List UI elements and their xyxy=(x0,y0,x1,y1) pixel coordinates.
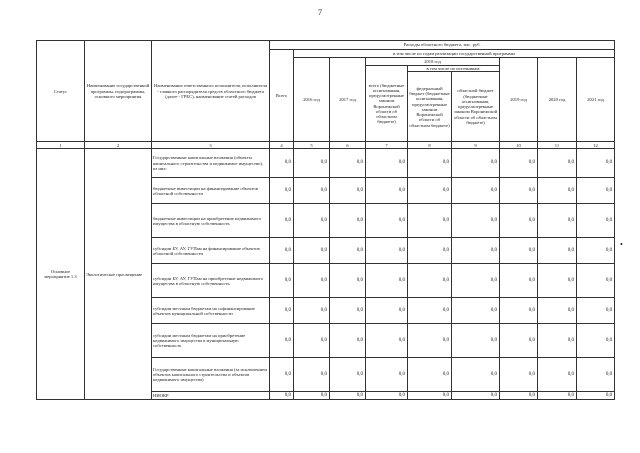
row-value: 0,0 xyxy=(577,204,615,238)
row-value: 0,0 xyxy=(452,204,500,238)
row-value: 0,0 xyxy=(538,178,577,204)
row-value: 0,0 xyxy=(330,298,366,324)
column-number: 2 xyxy=(85,142,152,149)
row-value: 0,0 xyxy=(366,238,408,264)
row-value: 0,0 xyxy=(452,392,500,400)
header-2018-regional: областной бюджет (бюджетные ассигнования, предусмотренные законом Воронежской области об областном бюджете) xyxy=(452,72,500,142)
column-number: 8 xyxy=(408,142,452,149)
row-value: 0,0 xyxy=(577,264,615,298)
row-value: 0,0 xyxy=(452,238,500,264)
row-value: 0,0 xyxy=(270,358,294,392)
row-value: 0,0 xyxy=(366,358,408,392)
row-value: 0,0 xyxy=(330,264,366,298)
row-value: 0,0 xyxy=(366,149,408,178)
row-label: Государственные капитальные вложения (за исключением объектов капитального строительства и объектов недвижимого имущества) xyxy=(152,358,270,392)
row-value: 0,0 xyxy=(366,392,408,400)
row-value: 0,0 xyxy=(538,358,577,392)
column-number: 9 xyxy=(452,142,500,149)
page-number: 7 xyxy=(318,8,322,17)
row-value: 0,0 xyxy=(500,149,538,178)
row-value: 0,0 xyxy=(294,324,330,358)
row-value: 0,0 xyxy=(294,238,330,264)
row-value: 0,0 xyxy=(294,298,330,324)
row-value: 0,0 xyxy=(270,392,294,400)
row-value: 0,0 xyxy=(500,298,538,324)
row-value: 0,0 xyxy=(538,264,577,298)
row-value: 0,0 xyxy=(270,149,294,178)
row-value: 0,0 xyxy=(366,324,408,358)
row-value: 0,0 xyxy=(366,178,408,204)
row-value: 0,0 xyxy=(366,264,408,298)
row-label: НИОКР xyxy=(152,392,270,400)
row-value: 0,0 xyxy=(538,238,577,264)
column-number: 6 xyxy=(330,142,366,149)
header-status: Статус xyxy=(37,41,85,142)
row-label: субсидии БУ, АУ, ГУПам на приобретение недвижимого имущества в областную собственность xyxy=(152,264,270,298)
row-value: 0,0 xyxy=(452,178,500,204)
header-2018-federal: федеральный бюджет (бюджетные ассигнования, предусмотренные законом Воронежской области об областном бюджете) xyxy=(408,72,452,142)
row-value: 0,0 xyxy=(577,324,615,358)
row-value: 0,0 xyxy=(452,149,500,178)
row-value: 0,0 xyxy=(270,264,294,298)
row-value: 0,0 xyxy=(294,178,330,204)
header-2018-sources: в том числе по источникам: xyxy=(408,66,500,72)
row-value: 0,0 xyxy=(538,298,577,324)
margin-mark: • xyxy=(620,240,623,249)
row-value: 0,0 xyxy=(294,204,330,238)
header-by-years: в том числе по годам реализации государственной программы xyxy=(294,50,615,58)
column-numbers-row xyxy=(37,142,615,149)
row-value: 0,0 xyxy=(408,392,452,400)
row-value: 0,0 xyxy=(577,149,615,178)
row-value: 0,0 xyxy=(452,264,500,298)
column-number: 7 xyxy=(366,142,408,149)
row-value: 0,0 xyxy=(452,324,500,358)
column-number: 12 xyxy=(577,142,615,149)
row-value: 0,0 xyxy=(330,178,366,204)
row-value: 0,0 xyxy=(500,238,538,264)
row-value: 0,0 xyxy=(330,238,366,264)
row-label: Государственные капитальные вложения (объекты капитального строительства и недвижимое имущество), из них: xyxy=(152,149,270,178)
table-row xyxy=(37,149,615,178)
column-number: 10 xyxy=(500,142,538,149)
row-value: 0,0 xyxy=(500,392,538,400)
column-number: 3 xyxy=(152,142,270,149)
row-value: 0,0 xyxy=(366,204,408,238)
header-year-2020: 2020 год xyxy=(538,58,577,142)
status-cell: Основное мероприятие 1.3 xyxy=(37,149,85,400)
row-value: 0,0 xyxy=(500,358,538,392)
row-value: 0,0 xyxy=(408,238,452,264)
row-label: субсидии БУ, АУ, ГУПам на финансирование объектов областной собственности xyxy=(152,238,270,264)
header-year-2019: 2019 год xyxy=(500,58,538,142)
row-label: субсидии местным бюджетам на софинансирование объектов муниципальной собственности xyxy=(152,298,270,324)
row-value: 0,0 xyxy=(577,178,615,204)
row-value: 0,0 xyxy=(294,264,330,298)
row-value: 0,0 xyxy=(330,392,366,400)
row-value: 0,0 xyxy=(408,149,452,178)
header-year-2017: 2017 год xyxy=(330,58,366,142)
row-value: 0,0 xyxy=(500,264,538,298)
column-number: 11 xyxy=(538,142,577,149)
row-value: 0,0 xyxy=(408,264,452,298)
row-value: 0,0 xyxy=(500,204,538,238)
row-value: 0,0 xyxy=(408,204,452,238)
row-value: 0,0 xyxy=(270,324,294,358)
header-2018-total: всего (бюджетные ассигнования, предусмотренные законом Воронежской области об областном бюджете) xyxy=(366,66,408,142)
row-value: 0,0 xyxy=(270,178,294,204)
header-year-2018: 2018 год xyxy=(366,58,500,66)
row-value: 0,0 xyxy=(577,392,615,400)
row-value: 0,0 xyxy=(294,392,330,400)
row-value: 0,0 xyxy=(500,178,538,204)
row-value: 0,0 xyxy=(577,298,615,324)
header-total: Всего xyxy=(270,50,294,142)
row-value: 0,0 xyxy=(270,204,294,238)
column-number: 5 xyxy=(294,142,330,149)
program-cell: Экологическое просвещение xyxy=(85,149,152,400)
row-value: 0,0 xyxy=(294,358,330,392)
row-value: 0,0 xyxy=(500,324,538,358)
header-year-2021: 2021 год xyxy=(577,58,615,142)
row-value: 0,0 xyxy=(452,358,500,392)
row-value: 0,0 xyxy=(270,298,294,324)
header-program-name: Наименование государственной программы, подпрограммы, основного мероприятия xyxy=(85,41,152,142)
row-value: 0,0 xyxy=(408,178,452,204)
column-number: 4 xyxy=(270,142,294,149)
header-expenses-group: Расходы областного бюджета, тыс. руб. xyxy=(270,41,615,50)
row-value: 0,0 xyxy=(452,298,500,324)
row-value: 0,0 xyxy=(330,149,366,178)
row-value: 0,0 xyxy=(330,358,366,392)
column-number: 1 xyxy=(37,142,85,149)
row-value: 0,0 xyxy=(538,392,577,400)
row-value: 0,0 xyxy=(408,358,452,392)
row-value: 0,0 xyxy=(577,358,615,392)
row-value: 0,0 xyxy=(330,324,366,358)
row-label: бюджетные инвестиции на приобретение недвижимого имущества в областную собственность xyxy=(152,204,270,238)
row-value: 0,0 xyxy=(294,149,330,178)
row-value: 0,0 xyxy=(270,238,294,264)
row-value: 0,0 xyxy=(538,204,577,238)
row-value: 0,0 xyxy=(408,324,452,358)
row-label: субсидии местным бюджетам на приобретение недвижимого имущества в муниципальную собственность xyxy=(152,324,270,358)
row-label: бюджетные инвестиции на финансирование объектов областной собственности xyxy=(152,178,270,204)
row-value: 0,0 xyxy=(577,238,615,264)
row-value: 0,0 xyxy=(538,149,577,178)
row-value: 0,0 xyxy=(330,204,366,238)
header-executor-name: Наименование ответственного исполнителя, исполнителя - главного распорядителя средств областного бюджета (далее - ГРБС), наименование статей расходов xyxy=(152,41,270,142)
budget-table xyxy=(36,40,615,400)
row-value: 0,0 xyxy=(538,324,577,358)
row-value: 0,0 xyxy=(408,298,452,324)
row-value: 0,0 xyxy=(366,298,408,324)
header-year-2016: 2016 год xyxy=(294,58,330,142)
